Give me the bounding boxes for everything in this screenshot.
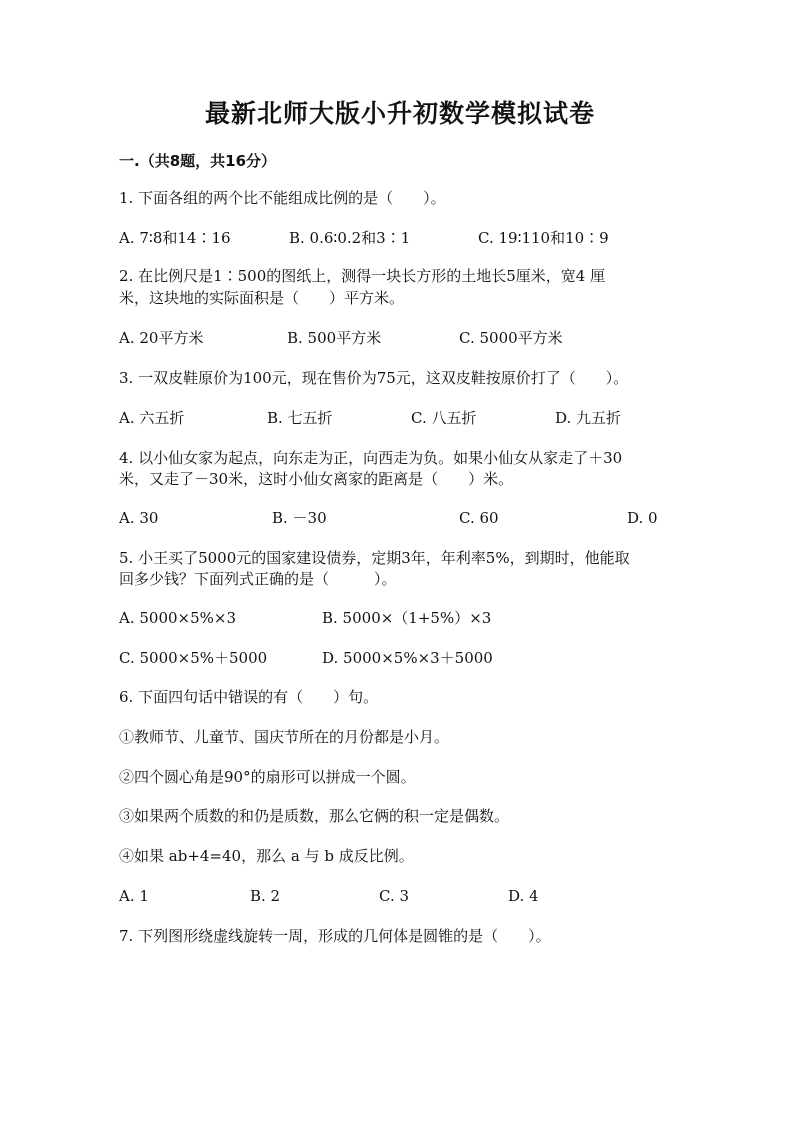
question-5-option-b: B. 5000×（1+5%）×3 bbox=[322, 609, 492, 627]
question-4-option-d: D. 0 bbox=[627, 509, 658, 527]
question-5-stem-line-1: 5. 小王买了5000元的国家建设债券，定期3年，年利率5%，到期时，他能取 bbox=[119, 549, 630, 567]
question-5-option-c: C. 5000×5%＋5000 bbox=[119, 649, 268, 667]
question-6-option-a: A. 1 bbox=[119, 887, 149, 905]
question-1-option-a: A. 7∶8和14∶16 bbox=[119, 229, 231, 247]
question-4-stem-line-1: 4. 以小仙女家为起点，向东走为正，向西走为负。如果小仙女从家走了＋30 bbox=[119, 449, 623, 467]
question-1-stem: 1. 下面各组的两个比不能组成比例的是（ ）。 bbox=[119, 189, 446, 207]
question-1-option-b: B. 0.6∶0.2和3∶1 bbox=[289, 229, 411, 247]
question-2-stem-line-2: 米，这块地的实际面积是（ ）平方米。 bbox=[119, 289, 405, 307]
question-6-stem: 6. 下面四句话中错误的有（ ）句。 bbox=[119, 688, 379, 706]
question-2-option-b: B. 500平方米 bbox=[287, 329, 382, 347]
question-6-statement-1: ①教师节、儿童节、国庆节所在的月份都是小月。 bbox=[119, 728, 450, 746]
question-5-stem-line-2: 回多少钱？下面列式正确的是（ ）。 bbox=[119, 570, 397, 588]
question-7-stem: 7. 下列图形绕虚线旋转一周，形成的几何体是圆锥的是（ ）。 bbox=[119, 927, 551, 945]
question-6-option-b: B. 2 bbox=[250, 887, 281, 905]
question-6-statement-2: ②四个圆心角是90°的扇形可以拼成一个圆。 bbox=[119, 768, 416, 786]
section-header: 一.（共8题，共16分） bbox=[119, 152, 277, 170]
question-6-option-d: D. 4 bbox=[508, 887, 539, 905]
question-4-option-c: C. 60 bbox=[459, 509, 499, 527]
question-2-option-c: C. 5000平方米 bbox=[459, 329, 563, 347]
question-3-option-d: D. 九五折 bbox=[555, 409, 622, 427]
question-3-option-c: C. 八五折 bbox=[411, 409, 477, 427]
question-6-option-c: C. 3 bbox=[379, 887, 410, 905]
question-5-option-a: A. 5000×5%×3 bbox=[119, 609, 237, 627]
question-6-statement-4: ④如果 ab+4=40，那么 a 与 b 成反比例。 bbox=[119, 847, 414, 865]
question-3-option-a: A. 六五折 bbox=[119, 409, 185, 427]
question-1-option-c: C. 19∶110和10∶9 bbox=[478, 229, 609, 247]
question-4-stem-line-2: 米，又走了－30米，这时小仙女离家的距离是（ ）米。 bbox=[119, 470, 514, 488]
question-3-stem: 3. 一双皮鞋原价为100元，现在售价为75元，这双皮鞋按原价打了（ ）。 bbox=[119, 369, 629, 387]
question-6-statement-3: ③如果两个质数的和仍是质数，那么它俩的积一定是偶数。 bbox=[119, 807, 510, 825]
question-4-option-a: A. 30 bbox=[119, 509, 159, 527]
question-2-option-a: A. 20平方米 bbox=[119, 329, 204, 347]
question-2-stem-line-1: 2. 在比例尺是1∶500的图纸上，测得一块长方形的土地长5厘米，宽4 厘 bbox=[119, 267, 606, 285]
question-5-option-d: D. 5000×5%×3＋5000 bbox=[322, 649, 493, 667]
question-3-option-b: B. 七五折 bbox=[267, 409, 333, 427]
exam-title: 最新北师大版小升初数学模拟试卷 bbox=[204, 99, 595, 128]
question-4-option-b: B. －30 bbox=[272, 509, 327, 527]
